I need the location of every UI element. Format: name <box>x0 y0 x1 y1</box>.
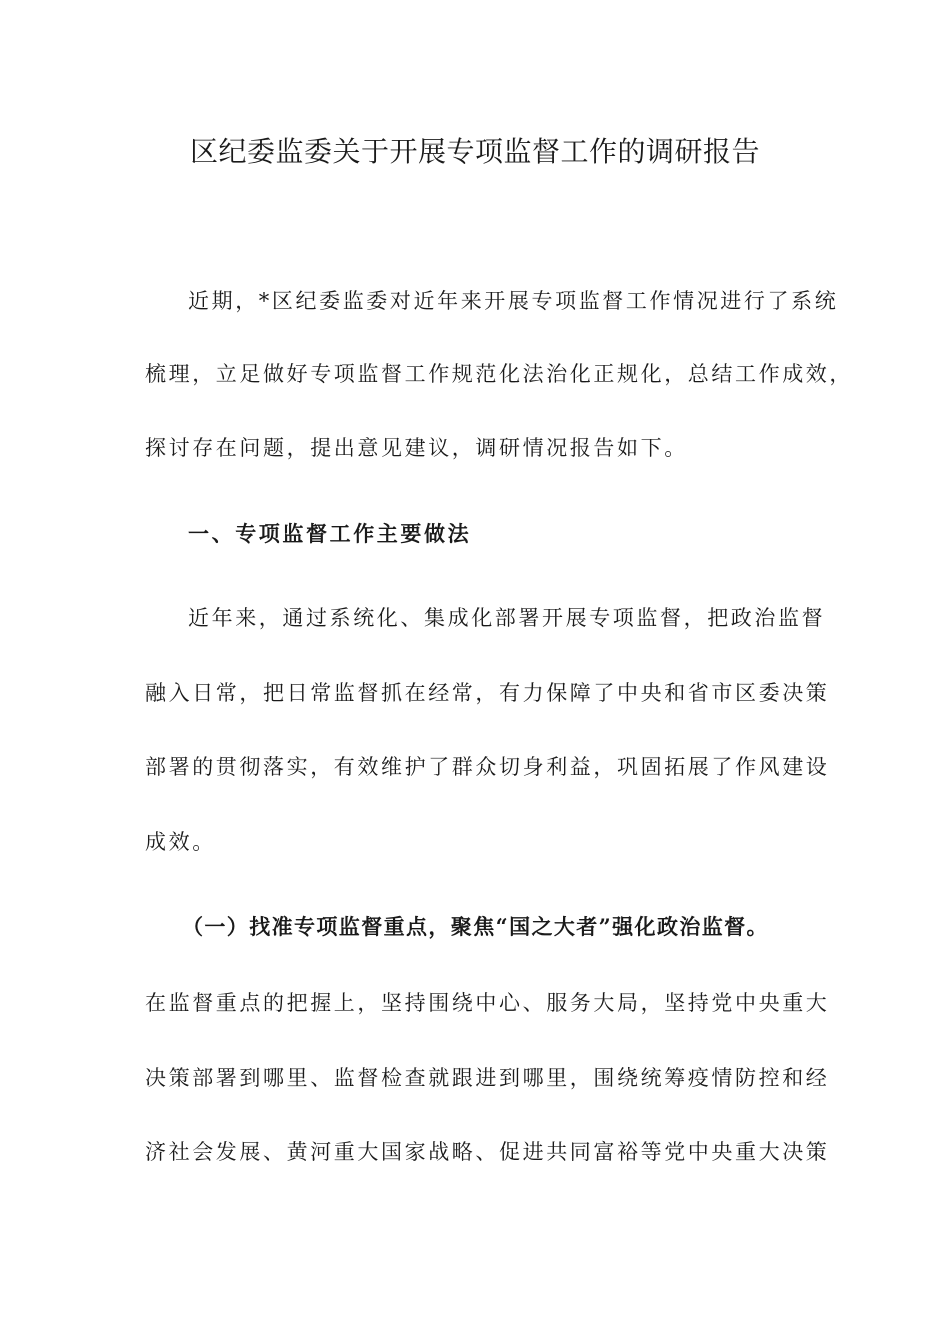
paragraph-line: 融入日常，把日常监督抓在经常，有力保障了中央和省市区委决策 <box>145 681 830 705</box>
paragraph-line: 在监督重点的把握上，坚持围绕中心、服务大局，坚持党中央重大 <box>145 991 830 1015</box>
paragraph-line: 决策部署到哪里、监督检查就跟进到哪里，围绕统筹疫情防控和经 <box>145 1066 830 1090</box>
paragraph-line: 部署的贯彻落实，有效维护了群众切身利益，巩固拓展了作风建设 <box>145 755 830 779</box>
paragraph-line: 成效。 <box>145 830 216 854</box>
paragraph-line: 济社会发展、黄河重大国家战略、促进共同富裕等党中央重大决策 <box>145 1140 830 1164</box>
paragraph-line: 近年来，通过系统化、集成化部署开展专项监督，把政治监督 <box>188 606 826 630</box>
document-title: 区纪委监委关于开展专项监督工作的调研报告 <box>189 135 760 168</box>
subsection-heading: （一）找准专项监督重点，聚焦“国之大者”强化政治监督。 <box>182 914 769 939</box>
paragraph-line: 梳理，立足做好专项监督工作规范化法治化正规化，总结工作成效， <box>145 362 853 386</box>
paragraph-line: 近期，*区纪委监委对近年来开展专项监督工作情况进行了系统 <box>188 289 839 313</box>
paragraph-line: 探讨存在问题，提出意见建议，调研情况报告如下。 <box>145 436 688 460</box>
section-heading: 一、专项监督工作主要做法 <box>188 521 472 546</box>
